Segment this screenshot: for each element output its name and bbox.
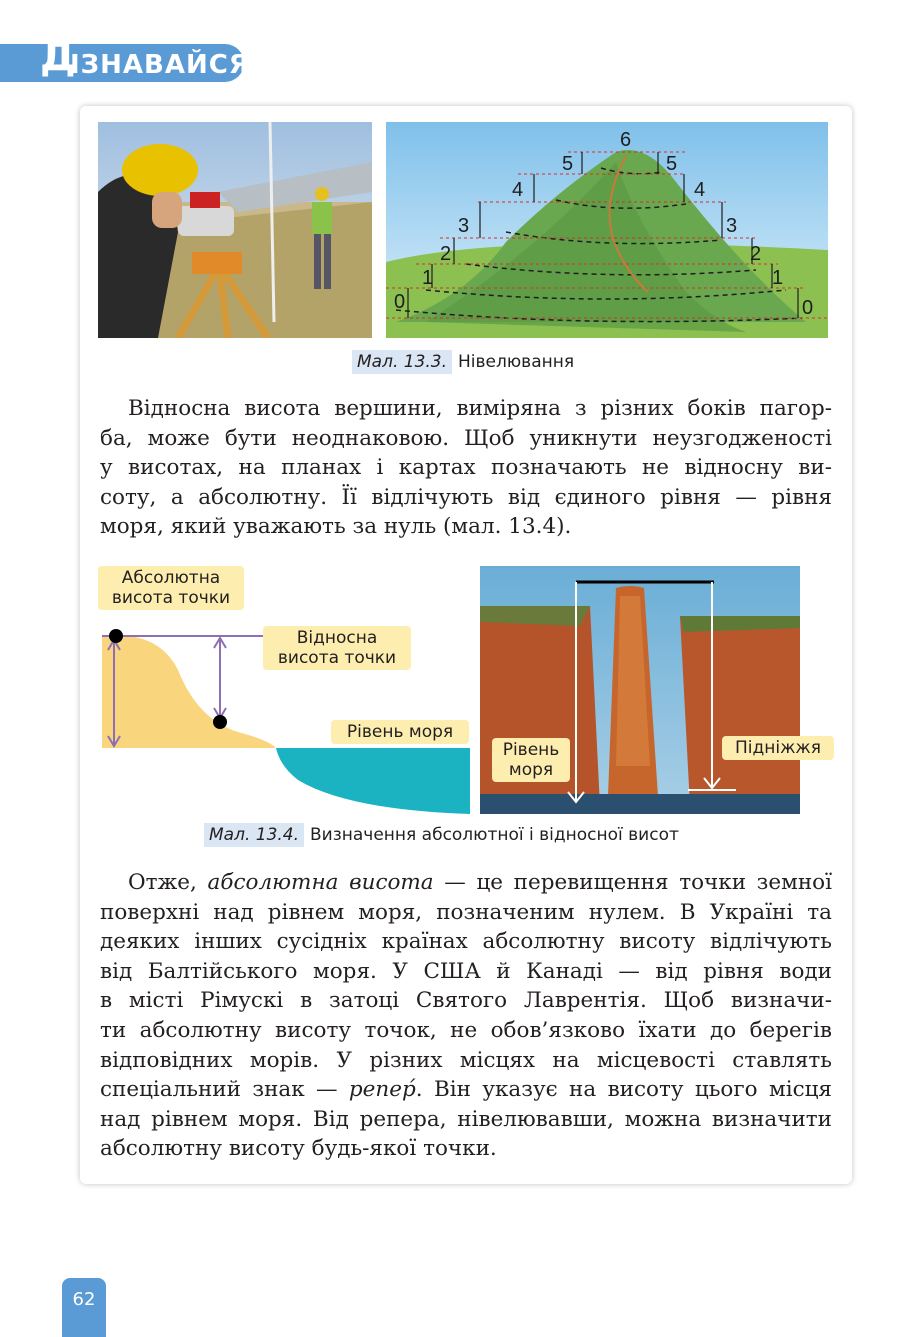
figure-title: Визначення абсолютної і відносної висот [310,825,679,845]
text-line: спеціальний знак — репер́. Він указує на висоту цього місця [100,1077,832,1103]
section-first-letter: Д [40,34,77,80]
text-line: соту, а абсолютну. Її відлічують від єдиного рівня — рівня [100,484,832,510]
svg-text:2: 2 [750,243,762,265]
section-title: ІЗНАВАЙСЯ [70,50,250,80]
text-line: Відносна висота вершини, виміряна з різних боків пагор- [128,396,832,421]
sea-level-label: Рівень моря [331,720,469,744]
text-line: абсолютну висоту будь-якої точки. [100,1136,497,1162]
text-line: в місті Рімускі в затоці Святого Лаврентія. Щоб визначи- [100,988,832,1014]
text-line: у висотах, на планах і картах позначають не відносну ви- [100,455,832,481]
paragraph-1 [100,394,832,542]
term-benchmark: репер́ [348,1077,416,1103]
photo-sea-level-label: Рівень моря [492,738,570,782]
figure-title: Нівелювання [458,352,575,372]
text-line: над рівнем моря. Від репера, нівелювавши, можна визначити [100,1106,832,1132]
level-6-label: 6 [620,129,632,151]
text-line: Отже, абсолютна висота — це перевищення точки земної [128,870,832,895]
svg-text:4: 4 [512,179,524,201]
figure-number: Мал. 13.4. [204,823,304,847]
text-line: ба, може бути неоднаковою. Щоб уникнути неузгодженості [100,425,832,451]
svg-text:0: 0 [802,297,814,319]
paragraph-2 [100,868,832,1164]
foot-label: Підніжжя [722,736,834,760]
figure-number: Мал. 13.3. [352,350,452,374]
page-number: 62 [62,1278,106,1337]
absolute-height-label: Абсолютна висота точки [98,566,244,610]
text-line: поверхні над рівнем моря, позначеним нулем. В Україні та [100,899,832,925]
svg-text:3: 3 [458,215,470,237]
svg-text:5: 5 [562,153,574,175]
text-line: від Балтійського моря. У США й Канаді — від рівня води [100,958,832,984]
surveyor-photo [98,122,372,338]
svg-text:2: 2 [440,243,452,265]
term-absolute-height: абсолютна висота [207,870,434,895]
svg-text:0: 0 [394,291,406,313]
figure-13-3-caption [352,352,574,372]
svg-text:3: 3 [726,215,738,237]
svg-text:1: 1 [772,267,784,289]
svg-text:1: 1 [422,267,434,289]
text-line: моря, який уважають за нуль (мал. 13.4). [100,514,572,540]
text-line: відповідних морів. У різних місцях на місцевості ставлять [100,1047,832,1073]
leveling-hill-diagram [386,122,828,338]
figure-13-4-caption [204,825,679,845]
relative-height-label: Відносна висота точки [263,626,411,670]
svg-text:4: 4 [694,179,706,201]
text-line: деяких інших сусідніх країнах абсолютну висоту відлічують [100,929,832,955]
svg-text:5: 5 [666,153,678,175]
text-line: ти абсолютну висоту точок, не обов’язково їхати до берегів [100,1017,832,1043]
section-tab [0,34,250,82]
